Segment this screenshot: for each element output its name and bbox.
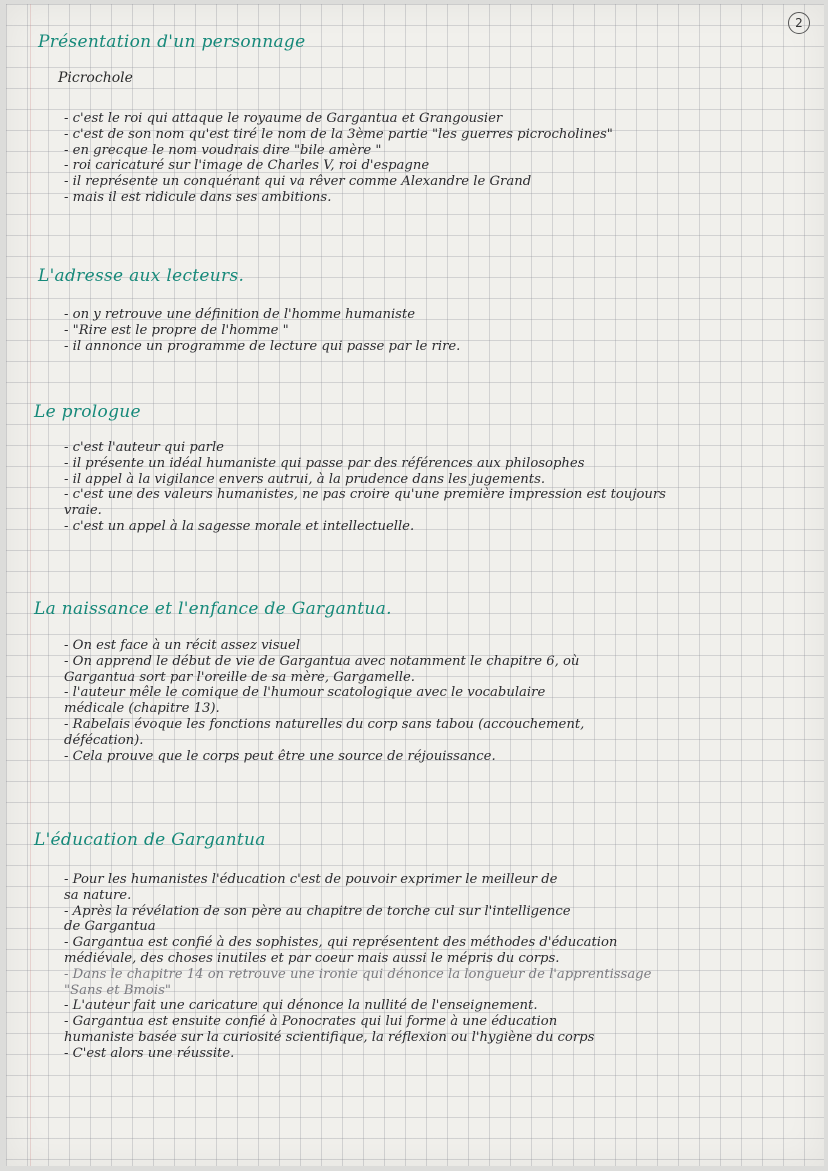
section-title-naissance: La naissance et l'enfance de Gargantua. <box>34 599 392 619</box>
text-line: humaniste basée sur la curiosité scientifique, la réflexion ou l'hygiène du corps <box>64 1029 595 1045</box>
text-line: vraie. <box>64 503 102 519</box>
text-line: Gargantua sort par l'oreille de sa mère, Gargamelle. <box>64 669 415 685</box>
section-title-prologue: Le prologue <box>34 402 141 422</box>
section-lines-prologue <box>64 440 666 535</box>
text-line: - L'auteur fait une caricature qui dénonce la nullité de l'enseignement. <box>64 998 538 1014</box>
section-title-personnage: Présentation d'un personnage <box>38 32 306 52</box>
character-name: Picrochole <box>58 70 133 86</box>
text-line: médicale (chapitre 13). <box>64 701 220 717</box>
text-line: - "Rire est le propre de l'homme " <box>64 322 289 338</box>
text-line: - il présente un idéal humaniste qui passe par des références aux philosophes <box>64 455 585 471</box>
text-line: - Après la révélation de son père au chapitre de torche cul sur l'intelligence <box>64 903 571 919</box>
text-line: médiévale, des choses inutiles et par coeur mais aussi le mépris du corps. <box>64 950 560 966</box>
text-line: - l'auteur mêle le comique de l'humour scatologique avec le vocabulaire <box>64 685 546 701</box>
section-lines-lecteurs <box>64 307 460 354</box>
section-title-lecteurs: L'adresse aux lecteurs. <box>38 266 245 286</box>
text-line: - Gargantua est confié à des sophistes, qui représentent des méthodes d'éducation <box>64 935 618 951</box>
text-line: - il appel à la vigilance envers autrui, à la prudence dans les jugements. <box>64 471 546 487</box>
text-line: sa nature. <box>64 887 132 903</box>
text-line: - On est face à un récit assez visuel <box>64 638 301 653</box>
text-line: - c'est de son nom qu'est tiré le nom de la 3ème partie "les guerres picrocholines" <box>64 126 613 142</box>
text-line: - en grecque le nom voudrais dire "bile amère " <box>64 142 382 158</box>
text-line: - Rabelais évoque les fonctions naturelles du corp sans tabou (accouchement, <box>64 716 585 732</box>
text-line: - c'est un appel à la sagesse morale et intellectuelle. <box>64 518 415 534</box>
text-line: - Pour les humanistes l'éducation c'est de pouvoir exprimer le meilleur de <box>64 872 558 887</box>
text-line: - c'est le roi qui attaque le royaume de Gargantua et Grangousier <box>64 111 503 126</box>
text-line: - il annonce un programme de lecture qui passe par le rire. <box>64 338 461 354</box>
text-line: - roi caricaturé sur l'image de Charles V, roi d'espagne <box>64 158 430 174</box>
section-title-education: L'éducation de Gargantua <box>34 830 266 850</box>
section-lines-education <box>64 872 651 1062</box>
page-margin-line <box>30 4 31 1166</box>
section-lines-personnage <box>64 111 613 206</box>
text-line: - mais il est ridicule dans ses ambitions. <box>64 189 332 205</box>
text-line: - C'est alors une réussite. <box>64 1045 235 1061</box>
text-line: - Dans le chapitre 14 on retrouve une ironie qui dénonce la longueur de l'apprentissage <box>64 966 652 982</box>
text-line: - Cela prouve que le corps peut être une source de réjouissance. <box>64 748 496 764</box>
text-line: - Gargantua est ensuite confié à Ponocrates qui lui forme à une éducation <box>64 1014 558 1030</box>
text-line: de Gargantua <box>64 919 156 935</box>
text-line: "Sans et Bmois" <box>64 982 171 998</box>
text-line: - c'est une des valeurs humanistes, ne pas croire qu'une première impression est toujours <box>64 487 666 503</box>
page-number: 2 <box>788 12 810 34</box>
section-lines-naissance <box>64 638 584 764</box>
text-line: - il représente un conquérant qui va rêver comme Alexandre le Grand <box>64 174 532 190</box>
text-line: - on y retrouve une définition de l'homme humaniste <box>64 307 416 322</box>
notebook-page <box>6 4 824 1166</box>
text-line: - On apprend le début de vie de Gargantua avec notamment le chapitre 6, où <box>64 653 580 669</box>
text-line: - c'est l'auteur qui parle <box>64 440 224 455</box>
text-line: défécation). <box>64 732 144 748</box>
